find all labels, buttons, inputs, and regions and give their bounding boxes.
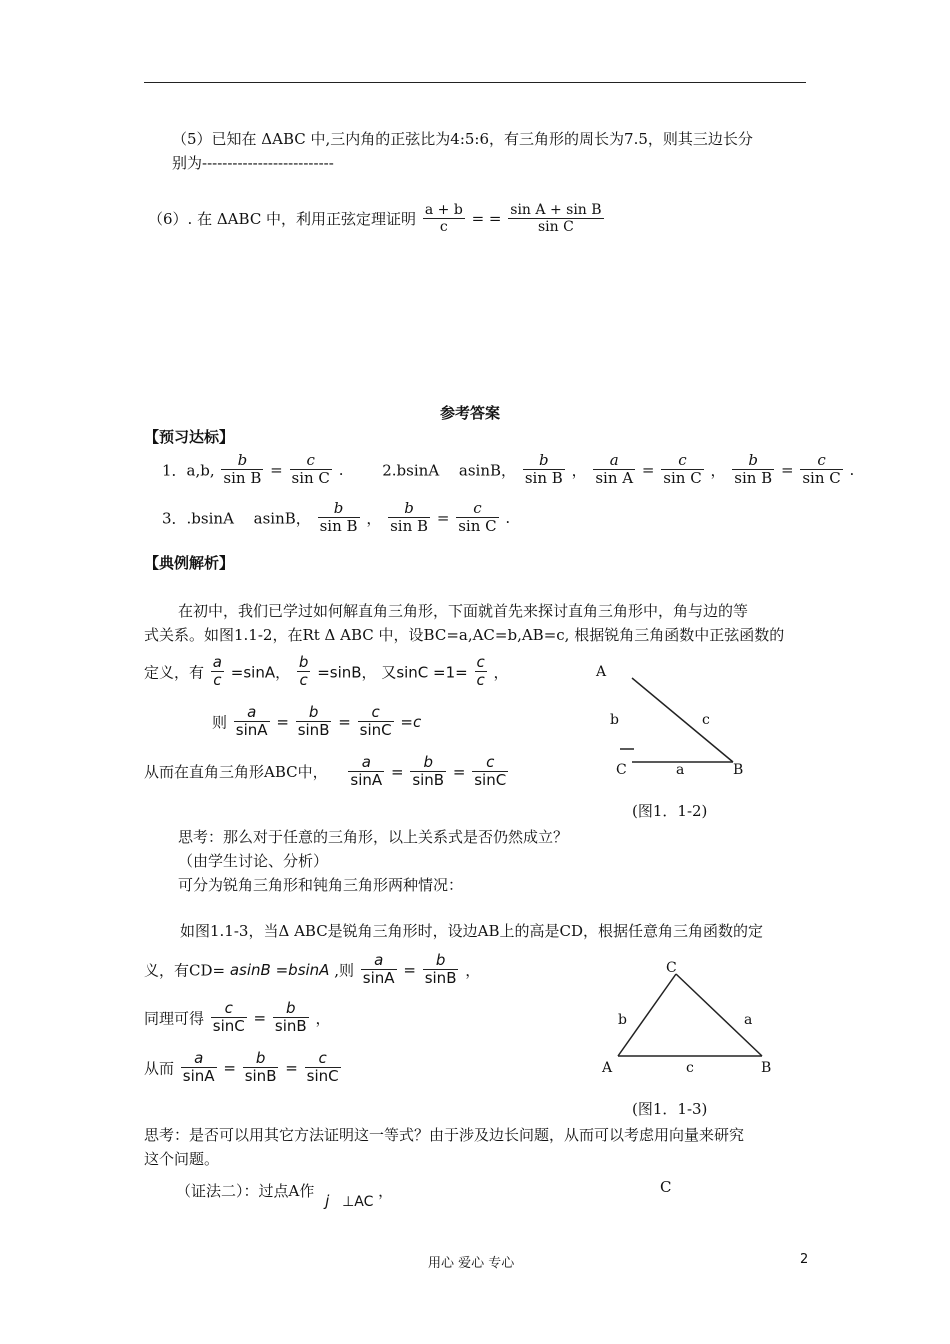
preview-item3-prefix: 3．.bsinA asinB， — [162, 509, 311, 528]
fraction: $\frac{b}{\text{sin B}}$ — [390, 499, 429, 536]
q6-right-fraction: $\frac{\text{sin A + sin B}}{\text{sin C}}$ — [510, 202, 602, 236]
label-b: b — [618, 1012, 627, 1028]
label-C: C — [666, 960, 677, 976]
label-c: c — [686, 1060, 694, 1076]
fraction: $\frac{c}{\sin C}$ — [359, 703, 392, 740]
fraction: $\frac{b}{\sin B}$ — [297, 703, 330, 740]
preview-line1: 1．a,b, $\frac{b}{\text{sin B}}$ = $\frac{c}{\text{sin C}}$ . 2.bsinA asinB， $\frac{b}{\text{sin B}}$ ， $\frac{a}{\text{sin A}}$ = $\frac{c}{\text{sin C}}$ ， $\frac{b}{\text{sin B}}$ = $\frac{c}{\text{sin C}}$ . — [162, 451, 855, 488]
discuss: （由学生讨论、分析） — [178, 852, 329, 870]
preview-heading: 【预习达标】 — [144, 428, 235, 446]
fraction: $\frac{c}{\text{sin C}}$ — [291, 451, 330, 488]
label-A: A — [602, 1060, 613, 1076]
q6-prefix: （6）. 在 ΔABC 中，利用正弦定理证明 — [148, 210, 417, 229]
fraction: $\frac{c}{\text{sin C}}$ — [458, 499, 497, 536]
label-c: c — [702, 712, 710, 728]
q6-eq: = = — [471, 209, 502, 228]
label-C: C — [616, 762, 627, 778]
q5-line2: 别为-------------------------- — [172, 154, 334, 172]
fraction: $\frac{c}{c}$ — [476, 653, 485, 690]
fraction: $\frac{c}{\text{sin C}}$ — [802, 451, 841, 488]
fraction: $\frac{b}{c}$ — [298, 653, 309, 690]
examples-heading: 【典例解析】 — [144, 554, 235, 572]
proof2-label-C: C — [660, 1178, 672, 1196]
figure2-caption: (图1．1-3) — [632, 1100, 708, 1118]
same-line: 同理可得 $\frac{c}{\sin C}$ = $\frac{b}{\sin B}$ ， — [144, 999, 331, 1036]
preview-item2-prefix: 2.bsinA asinB， — [382, 461, 517, 480]
fraction: $\frac{c}{\sin C}$ — [474, 753, 507, 790]
figure-acute-triangle — [596, 958, 780, 1084]
para2-line2: 义，有CD= asinB =bsinA ,则 $\frac{a}{\sin A}$ = $\frac{b}{\sin B}$ ， — [144, 951, 481, 988]
label-a: a — [744, 1012, 753, 1028]
fraction: $\frac{b}{\sin B}$ — [244, 1049, 277, 1086]
think1: 思考：那么对于任意的三角形，以上关系式是否仍然成立？ — [178, 828, 569, 846]
vector-j: j — [325, 1192, 330, 1210]
label-b: b — [610, 712, 619, 728]
para1-line1: 在初中，我们已学过如何解直角三角形，下面就首先来探讨直角三角形中，角与边的等 — [178, 602, 749, 620]
right-triangle-conclusion: 从而在直角三角形ABC中， $\frac{a}{\sin A}$ = $\frac{b}{\sin B}$ = $\frac{c}{\sin C}$ — [144, 753, 507, 790]
fraction: $\frac{a}{c}$ — [212, 653, 222, 690]
fraction: $\frac{c}{\sin C}$ — [306, 1049, 339, 1086]
thus-line: 从而 $\frac{a}{\sin A}$ = $\frac{b}{\sin B}$ = $\frac{c}{\sin C}$ — [144, 1049, 339, 1086]
q6 — [148, 202, 606, 235]
fraction: $\frac{b}{\text{sin B}}$ — [223, 451, 262, 488]
q6-left-fraction: $\frac{a + b}{c}$ — [424, 202, 463, 236]
para2-line1: 如图1.1-3，当Δ ABC是锐角三角形时，设边AB上的高是CD，根据任意角三角函数的定 — [180, 922, 764, 940]
definition-line: 定义，有 $\frac{a}{c}$ =sinA， $\frac{b}{c}$ =sinB， 又sinC =1= $\frac{c}{c}$ ， — [144, 653, 509, 690]
think2-line2: 这个问题。 — [144, 1150, 220, 1168]
fraction: $\frac{b}{\sin B}$ — [412, 753, 445, 790]
perp-ac: ⊥AC — [342, 1194, 374, 1210]
footer-motto: 用心 爱心 专心 — [428, 1256, 515, 1271]
fraction: $\frac{b}{\text{sin B}}$ — [319, 499, 358, 536]
think2-line1: 思考：是否可以用其它方法证明这一等式？由于涉及边长问题，从而可以考虑用向量来研究 — [144, 1126, 745, 1144]
preview-item1-prefix: 1．a,b, — [162, 461, 215, 480]
fraction: $\frac{b}{\sin B}$ — [274, 999, 307, 1036]
preview-line2: 3．.bsinA asinB， $\frac{b}{\text{sin B}}$ ， $\frac{b}{\text{sin B}}$ = $\frac{c}{\text{sin C}}$ . — [162, 499, 511, 536]
fraction: $\frac{b}{\text{sin B}}$ — [524, 451, 563, 488]
fraction: $\frac{a}{\sin A}$ — [182, 1049, 215, 1086]
label-A: A — [596, 664, 607, 680]
figure1-caption: (图1．1-2) — [632, 802, 708, 820]
then-line: 则 $\frac{a}{\sin A}$ = $\frac{b}{\sin B}$ = $\frac{c}{\sin C}$ =c — [212, 703, 422, 740]
side-c — [632, 678, 733, 762]
page-number: 2 — [800, 1252, 809, 1267]
q5-line1: （5）已知在 ΔABC 中,三内角的正弦比为4:5:6，有三角形的周长为7.5，则其三边长分 — [172, 130, 753, 148]
fraction: $\frac{b}{\sin B}$ — [424, 951, 457, 988]
label-B: B — [733, 762, 744, 778]
fraction: $\frac{c}{\sin C}$ — [212, 999, 245, 1036]
header-rule — [144, 82, 806, 83]
fraction: $\frac{c}{\text{sin C}}$ — [663, 451, 702, 488]
label-B: B — [761, 1060, 772, 1076]
answer-title: 参考答案 — [440, 404, 501, 422]
proof2-line: （证法二）：过点A作 j ⊥AC ， — [176, 1182, 394, 1210]
fraction: $\frac{a}{\sin A}$ — [350, 753, 383, 790]
label-a: a — [676, 762, 685, 778]
para1-line2: 式关系。如图1.1-2，在Rt Δ ABC 中，设BC=a,AC=b,AB=c, 根据锐角三角函数中正弦函数的 — [144, 626, 785, 644]
fraction: $\frac{b}{\text{sin B}}$ — [734, 451, 773, 488]
cases: 可分为锐角三角形和钝角三角形两种情况： — [178, 876, 464, 894]
fraction: $\frac{a}{\sin A}$ — [362, 951, 395, 988]
fraction: $\frac{a}{\sin A}$ — [235, 703, 268, 740]
fraction: $\frac{a}{\text{sin A}}$ — [595, 451, 634, 488]
figure-right-triangle — [590, 660, 760, 790]
